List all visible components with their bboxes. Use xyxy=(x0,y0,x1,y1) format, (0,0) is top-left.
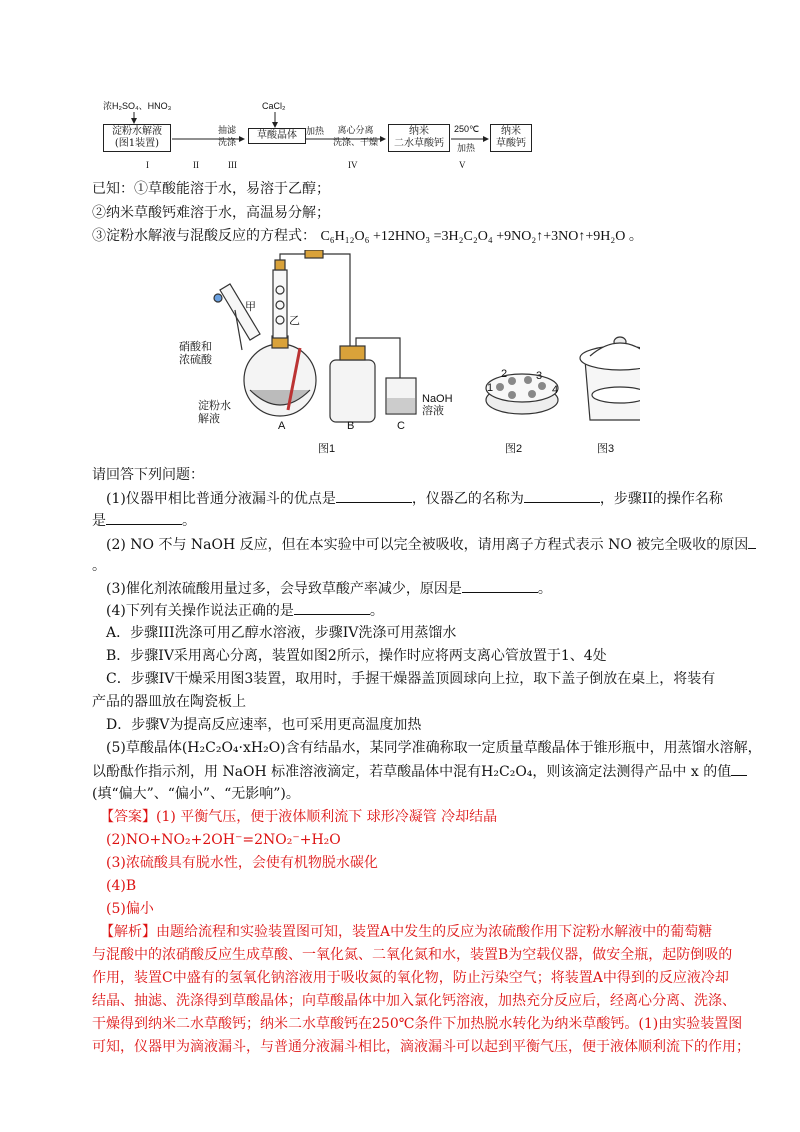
label-acid-line2: 浓硫酸 xyxy=(179,354,212,366)
q1-text-a: (1)仪器甲相比普通分液漏斗的优点是 xyxy=(106,491,336,507)
q4-end: 。 xyxy=(369,603,384,619)
answer-1: 【答案】(1) 平衡气压，便于液体顺利流下 球形冷凝管 冷却结晶 xyxy=(100,809,498,825)
label-naoh-line1: NaOH xyxy=(422,393,453,405)
known-line-1: 已知：①草酸能溶于水，易溶于乙醇； xyxy=(92,181,330,197)
q5-blank[interactable] xyxy=(731,761,747,776)
question-4 xyxy=(106,600,384,621)
label-a: A xyxy=(278,420,286,432)
label-starch xyxy=(198,400,231,426)
flow-op-wash: 洗涤 xyxy=(218,137,237,147)
label-acid xyxy=(179,341,212,367)
flow-heat-label: 加热 xyxy=(306,126,325,136)
question-5-line2 xyxy=(92,761,747,782)
flow-box-nano-line1: 纳米 xyxy=(501,126,521,137)
flow-box-starch-line1: 淀粉水解液 xyxy=(112,126,162,137)
condenser-yi xyxy=(273,270,287,338)
question-5-line1: (5)草酸晶体(H₂C₂O₄·xH₂O)含有结晶水，某同学准确称取一定质量草酸晶体于锥形瓶中，用蒸馏水溶解， xyxy=(106,740,762,756)
q4-text: (4)下列有关操作说法正确的是 xyxy=(106,603,294,619)
q3-end: 。 xyxy=(537,581,552,597)
label-jia: 甲 xyxy=(245,301,256,313)
analysis-line-6: 可知，仪器甲为滴液漏斗，与普通分液漏斗相比，滴液漏斗可以起到平衡气压，便于液体顺利流下的作用； xyxy=(92,1039,750,1055)
option-a: A．步骤III洗涤可用乙醇水溶液，步骤IV洗涤可用蒸馏水 xyxy=(106,625,457,641)
q4-blank[interactable] xyxy=(294,600,370,615)
flow-op-wash-dry: 洗涤、干燥 xyxy=(333,137,379,147)
option-d: D．步骤V为提高反应速率，也可采用更高温度加热 xyxy=(106,717,422,733)
caption-fig2: 图2 xyxy=(505,443,523,455)
question-2-end: 。 xyxy=(92,558,106,574)
flow-heat2-label: 加热 xyxy=(457,143,476,153)
q3-text: (3)催化剂浓硫酸用量过多，会导致草酸产率减少，原因是 xyxy=(106,581,462,597)
flow-step-4: IV xyxy=(348,160,358,170)
label-starch-line1: 淀粉水 xyxy=(198,400,231,412)
flow-step-2: II xyxy=(193,160,199,170)
q5-text-b: 以酚酞作指示剂，用 NaOH 标准溶液滴定，若草酸晶体中混有H₂C₂O₄，则该滴定法测得产品中 x 的值 xyxy=(92,764,732,780)
questions-intro: 请回答下列问题： xyxy=(92,467,204,483)
flow-box-dihydrate-line1: 纳米 xyxy=(409,126,429,137)
analysis-line-4: 结晶、抽滤、洗涤得到草酸晶体；向草酸晶体中加入氯化钙溶液，加热充分反应后，经离心分离、洗涤、 xyxy=(92,993,736,1009)
q2-blank[interactable] xyxy=(748,534,756,549)
q1-blank-1[interactable] xyxy=(336,488,412,503)
label-naoh xyxy=(422,393,453,417)
flow-arrows xyxy=(0,0,800,180)
analysis-line-2: 与混酸中的浓硝酸反应生成草酸、一氧化氮、二氧化氮和水，装置B为空载仪器，做安全瓶，起防倒吸的 xyxy=(92,947,733,963)
answer-2: (2)NO+NO₂+2OH⁻=2NO₂⁻+H₂O xyxy=(106,832,341,848)
q1-text-b: ，仪器乙的名称为 xyxy=(411,491,524,507)
question-1-cont xyxy=(92,510,196,531)
known-line-3 xyxy=(92,226,643,247)
label-starch-line2: 解液 xyxy=(198,413,220,425)
option-c-line2: 产品的器皿放在陶瓷板上 xyxy=(92,694,246,710)
caption-fig1: 图1 xyxy=(318,443,336,455)
q3-blank[interactable] xyxy=(462,578,538,593)
centrifuge-slot-4: 4 xyxy=(552,384,559,396)
label-acid-line1: 硝酸和 xyxy=(179,341,212,353)
label-c: C xyxy=(397,420,405,432)
flow-box-nano-line2: 草酸钙 xyxy=(496,138,526,149)
option-c-line1: C．步骤IV干燥采用图3装置，取用时，手握干燥器盖顶圆球向上拉，取下盖子倒放在桌上，将装有 xyxy=(106,671,716,687)
tube-a-to-b xyxy=(280,254,350,350)
flow-op-filter: 抽滤 xyxy=(218,125,237,135)
answer-5: (5)偏小 xyxy=(106,901,154,917)
label-naoh-line2: 溶液 xyxy=(422,405,444,417)
q1-text-e: 。 xyxy=(182,513,196,529)
flow-temp-label: 250℃ xyxy=(454,124,480,134)
known-line-3-prefix: ③淀粉水解液与混酸反应的方程式： xyxy=(92,228,316,244)
analysis-line-1: 【解析】由题给流程和实验装置图可知，装置A中发生的反应为浓硫酸作用下淀粉水解液中的葡萄糖 xyxy=(100,924,713,940)
question-1 xyxy=(106,488,723,509)
answer-3: (3)浓硫酸具有脱水性，会使有机物脱水碳化 xyxy=(106,855,378,871)
flow-reagent-cacl2: CaCl₂ xyxy=(262,101,286,111)
flow-reagent-acids: 浓H₂SO₄、HNO₃ xyxy=(103,101,172,111)
question-5-line3: (填“偏大”、“偏小”、“无影响”)。 xyxy=(92,786,300,802)
flow-box-dihydrate-line2: 二水草酸钙 xyxy=(394,138,444,149)
bottle-b xyxy=(330,360,375,422)
flow-step-1: I xyxy=(146,160,149,170)
q1-text-d: 是 xyxy=(92,513,106,529)
flow-step-3: III xyxy=(228,160,237,170)
question-3 xyxy=(106,578,552,599)
centrifuge-slot-3: 3 xyxy=(536,370,543,382)
answer-4: (4)B xyxy=(106,878,137,894)
q1-blank-2[interactable] xyxy=(524,488,600,503)
analysis-line-3: 作用，装置C中盛有的氢氧化钠溶液用于吸收氮的氧化物，防止污染空气；将装置A中得到的反应液冷却 xyxy=(92,970,729,986)
known-line-2: ②纳米草酸钙难溶于水，高温易分解； xyxy=(92,205,330,221)
q1-text-c: ，步骤II的操作名称 xyxy=(599,491,723,507)
option-b: B．步骤IV采用离心分离，装置如图2所示，操作时应将两支离心管放置于1、4处 xyxy=(106,648,607,664)
flow-box-starch-line2: (图1装置) xyxy=(114,138,160,149)
flow-box-oxalic-crystal: 草酸晶体 xyxy=(248,128,306,144)
caption-fig3: 图3 xyxy=(597,443,615,455)
q2-text: (2) NO 不与 NaOH 反应，但在本实验中可以完全被吸收，请用离子方程式表示 NO 被完全吸收的原因 xyxy=(106,537,749,553)
centrifuge-slot-1: 1 xyxy=(487,382,494,394)
figure-1-apparatus xyxy=(180,250,640,450)
flow-step-5: V xyxy=(459,160,466,170)
centrifuge-slot-2: 2 xyxy=(501,368,508,380)
analysis-line-5: 干燥得到纳米二水草酸钙；纳米二水草酸钙在250℃条件下加热脱水转化为纳米草酸钙。(1)由实验装置图 xyxy=(92,1016,743,1032)
label-yi: 乙 xyxy=(289,315,300,327)
question-2 xyxy=(106,534,756,555)
q1-blank-3[interactable] xyxy=(106,510,182,525)
reaction-equation: C₆H₁₂O₆ +12HNO₃ =3H₂C₂O₄ +9NO₂↑+3NO↑+9H₂O 。 xyxy=(320,229,643,244)
label-b: B xyxy=(347,420,355,432)
flow-op-centrifuge: 离心分离 xyxy=(337,125,374,135)
